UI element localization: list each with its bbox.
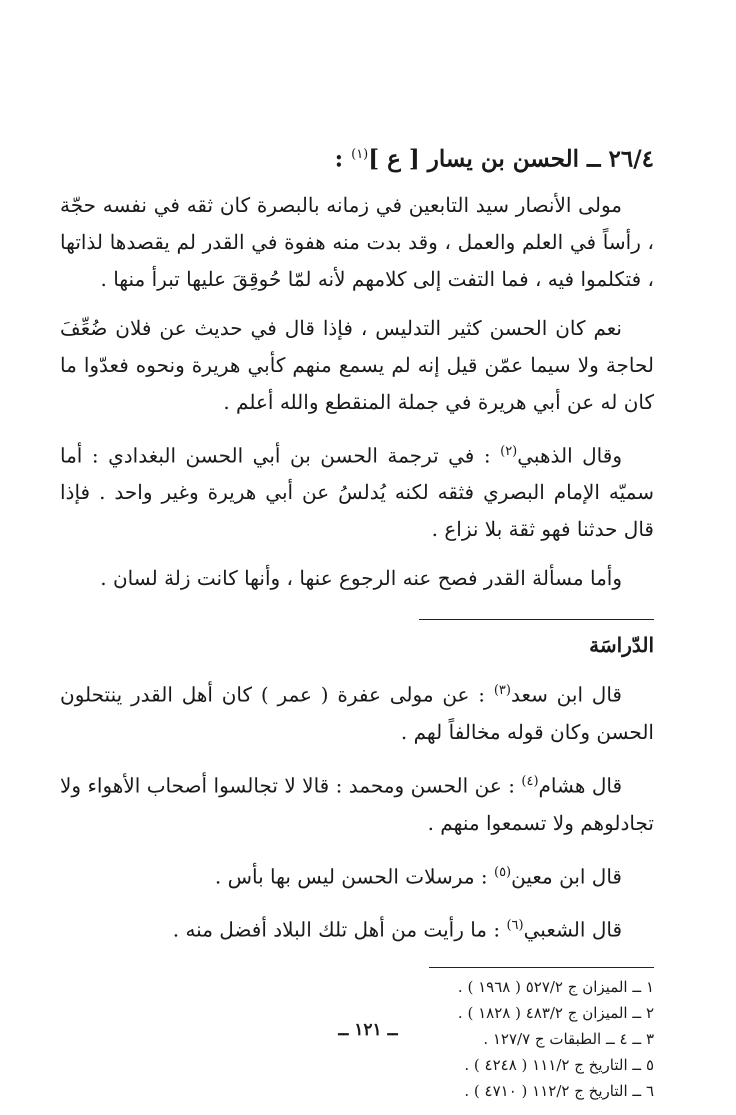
study-paragraph: قال ابن سعد$^{(٣)}$ : عن مولى عفرة ( عمر ) كان أهل القدر ينتحلون الحسن وكان قوله مخالفاً لهم . [60, 682, 654, 744]
footnote-ref: (٤) [521, 773, 539, 789]
page-number: ــ ١٢١ ــ [338, 1020, 398, 1040]
footnote-ref: (٥) [493, 864, 512, 880]
footnote: ٣ ــ ٤ ــ الطبقات ج ١٢٧/٧ . [483, 1029, 654, 1048]
narrator-code: [ ع ] [368, 145, 420, 173]
footnote: ٢ ــ الميزان ج ٤٨٣/٢ ( ١٨٢٨ ) . [457, 1003, 654, 1022]
heading-dash: ــ [587, 145, 601, 173]
closing-paragraph: وأما مسألة القدر فصح عنه الرجوع عنها ، وأنها كانت زلة لسان . [100, 566, 622, 591]
footnote: ١ ــ الميزان ج ٥٢٧/٢ ( ١٩٦٨ ) . [457, 977, 654, 996]
footnote-ref: (٦) [506, 918, 524, 934]
study-paragraph: قال ابن معين$^{(٥)}$ : مرسلات الحسن ليس بها بأس . [214, 864, 622, 889]
footnote-ref: (٣) [493, 683, 511, 699]
footnote-ref: (١) [351, 147, 369, 162]
footnote-ref: (٢) [500, 443, 518, 459]
footnote: ٦ ــ التاريخ ج ١١٢/٢ ( ٤٧١٠ ) . [464, 1081, 654, 1100]
study-paragraph: قال الشعبي$^{(٦)}$ : ما رأيت من أهل تلك البلاد أفضل منه . [172, 917, 622, 942]
entry-number: ٢٦/٤ [608, 145, 654, 173]
study-paragraph: قال هشام$^{(٤)}$ : عن الحسن ومحمد : قالا لا تجالسوا أصحاب الأهواء ولا تجادلوهم ولا تسمعوا منهم . [60, 773, 654, 835]
narrator-name: الحسن بن يسار [427, 145, 580, 173]
entry-heading [60, 138, 654, 177]
footnote-divider [429, 967, 654, 968]
tadlis-paragraph: نعم كان الحسن كثير التدليس ، فإذا قال في حديث عن فلان ضُعِّفَ لحاجة ولا سيما عمّن قيل إنه لم يسمع منهم كأبي هريرة ونحوه فعدّوا ما كان له عن أبي هريرة في جملة المنقطع والله أعلم . [60, 315, 654, 414]
page-body [60, 138, 654, 1104]
biography-paragraph: مولى الأنصار سيد التابعين في زمانه بالبصرة كان ثقه في نفسه حجّة ، رأساً في العلم والعمل ، وقد بدت منه هفوة في القدر لم يقصدها لذاتها ، فتكلموا فيه ، فما التفت إلى كلامهم لأنه لمّا حُوقِقَ عليها تبرأ منها . [60, 192, 654, 291]
dhahabi-paragraph: وقال الذهبي$^{(٢)}$ : في ترجمة الحسن بن أبي الحسن البغدادي : أما سميّه الإمام البصري فثقه لكنه يُدلسُ عن أبي هريرة وغير واحد . فإذا قال حدثنا فهو ثقة بلا نزاع . [60, 443, 654, 542]
section-divider [419, 619, 654, 620]
section-title: الدّراسَة [589, 633, 654, 658]
footnote: ٥ ــ التاريخ ج ١١١/٢ ( ٤٢٤٨ ) . [464, 1055, 654, 1074]
heading-colon: : [334, 145, 344, 173]
